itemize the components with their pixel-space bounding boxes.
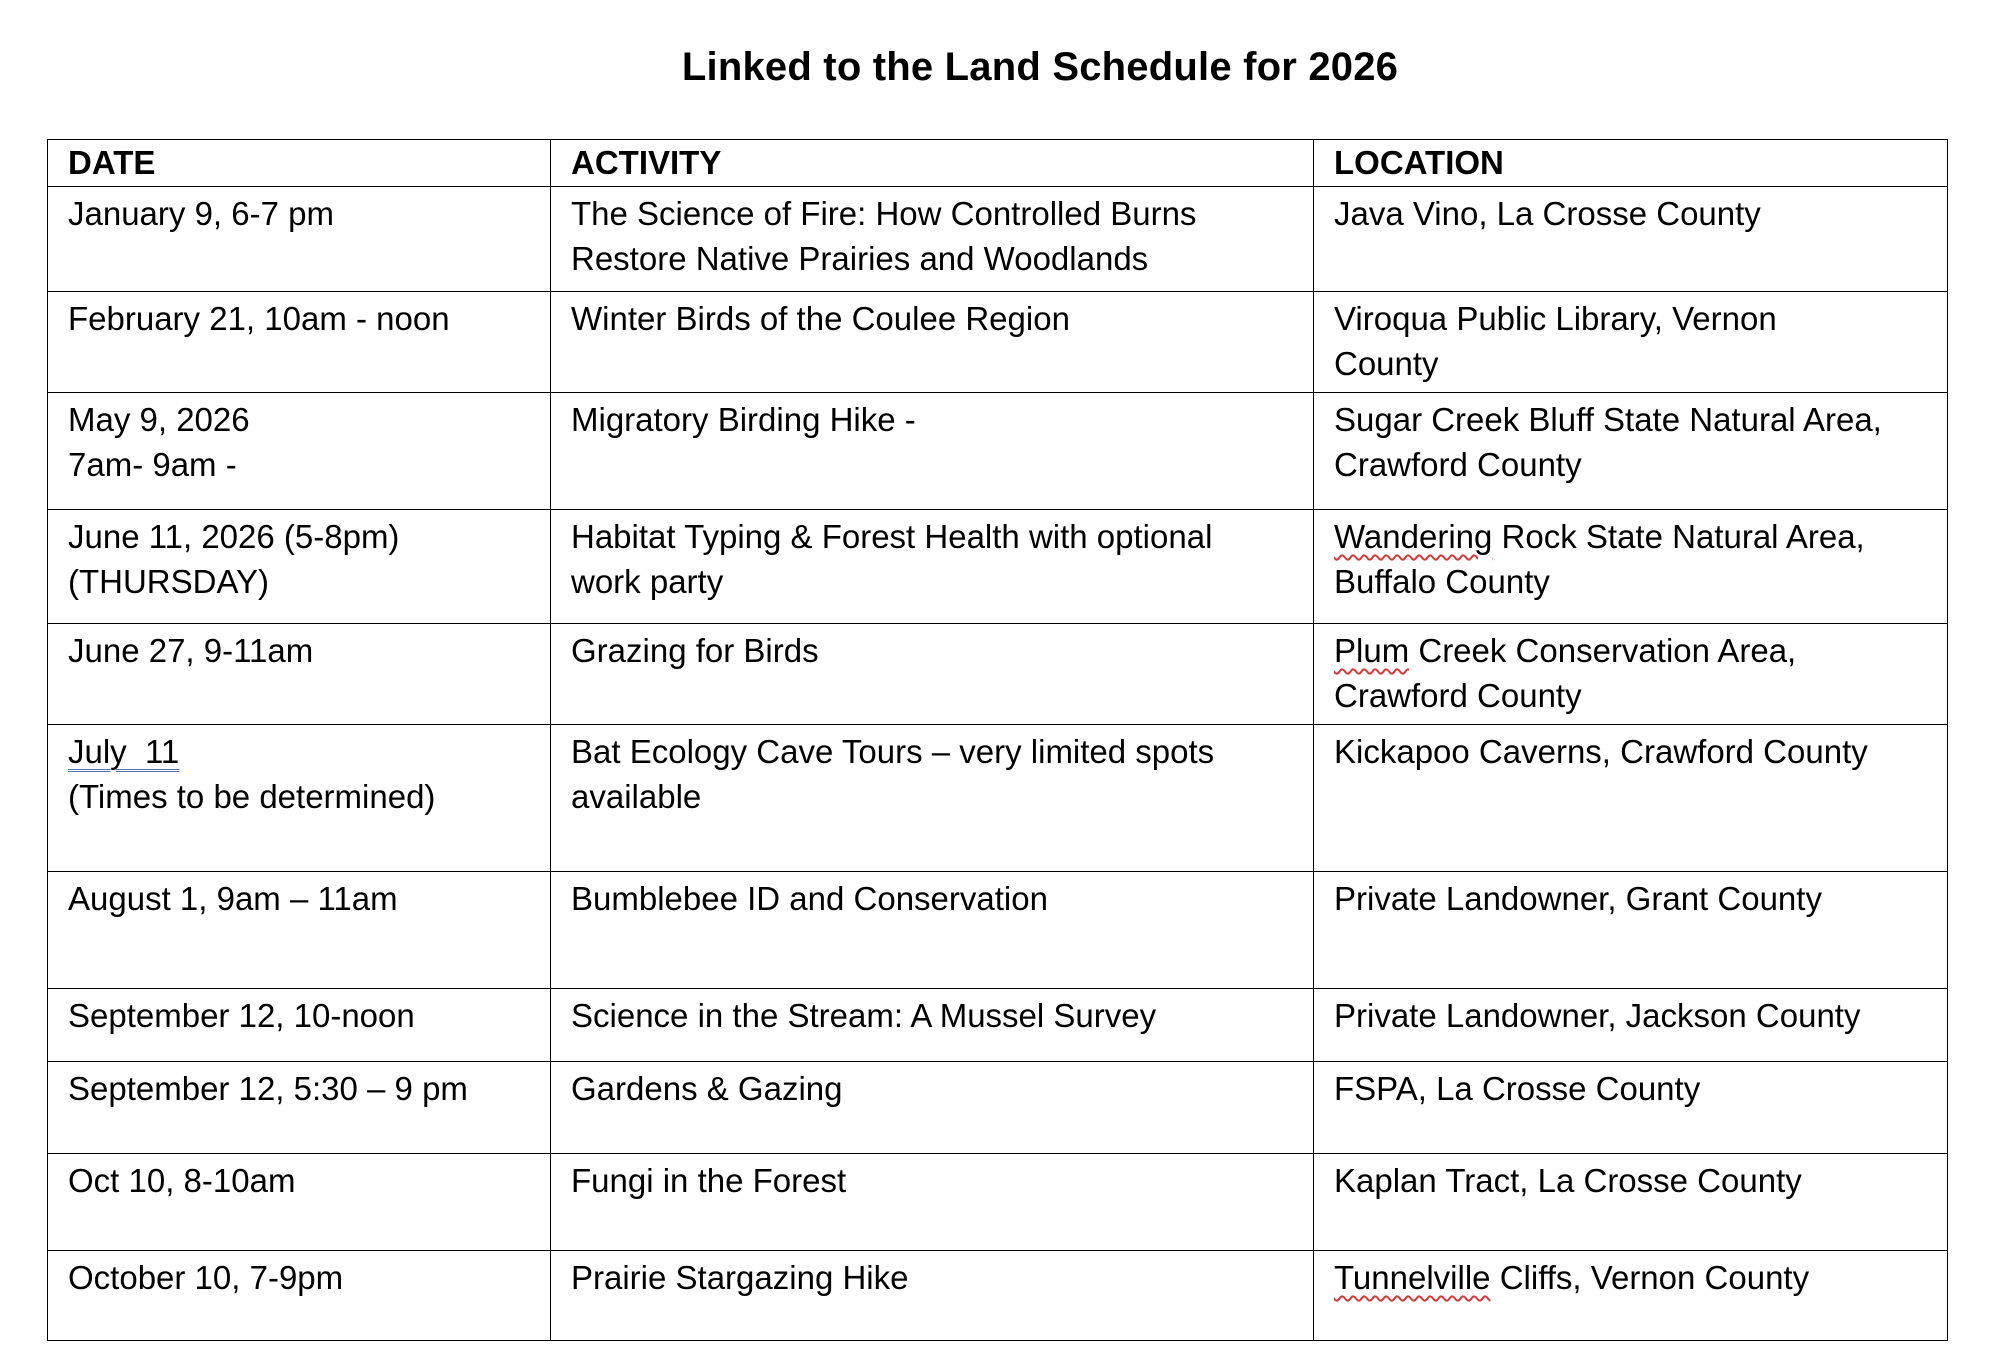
header-activity: ACTIVITY <box>551 140 1314 187</box>
cell-date <box>48 510 551 624</box>
date-text: September 12, 10-noon <box>68 997 415 1034</box>
activity-line: Bat Ecology Cave Tours – very limited spots <box>571 733 1215 770</box>
table-row <box>48 393 1948 510</box>
location-line <box>1334 628 1927 673</box>
cell-date <box>48 1251 551 1341</box>
location-line: Kaplan Tract, La Crosse County <box>1334 1162 1802 1199</box>
location-line: Viroqua Public Library, Vernon <box>1334 300 1777 337</box>
cell-date <box>48 989 551 1062</box>
location-line: Private Landowner, Jackson County <box>1334 997 1861 1034</box>
activity-line: Science in the Stream: A Mussel Survey <box>571 997 1157 1034</box>
cell-location <box>1314 1154 1948 1251</box>
cell-activity <box>551 510 1314 624</box>
date-line: 7am- 9am - <box>68 446 237 483</box>
cell-date <box>48 393 551 510</box>
activity-line: work party <box>571 563 724 600</box>
date-text: February 21, 10am - noon <box>68 300 450 337</box>
location-line: Buffalo County <box>1334 563 1550 600</box>
spellcheck-word[interactable]: Wandering <box>1334 518 1493 555</box>
cell-location <box>1314 725 1948 872</box>
location-line <box>1334 514 1927 559</box>
date-text: January 9, 6-7 pm <box>68 195 334 232</box>
date-text: June 27, 9-11am <box>68 632 314 669</box>
activity-line: The Science of Fire: How Controlled Burns <box>571 195 1197 232</box>
table-row <box>48 989 1948 1062</box>
cell-date <box>48 624 551 725</box>
cell-date <box>48 187 551 292</box>
cell-location <box>1314 624 1948 725</box>
table-row <box>48 510 1948 624</box>
activity-line: Fungi in the Forest <box>571 1162 847 1199</box>
table-row <box>48 872 1948 989</box>
activity-line: available <box>571 778 702 815</box>
location-line: Kickapoo Caverns, Crawford County <box>1334 733 1868 770</box>
cell-date <box>48 1154 551 1251</box>
table-row <box>48 1251 1948 1341</box>
date-text: September 12, 5:30 – 9 pm <box>68 1070 468 1107</box>
table-row <box>48 624 1948 725</box>
date-line: (THURSDAY) <box>68 563 270 600</box>
location-line: County <box>1334 345 1439 382</box>
cell-activity <box>551 1251 1314 1341</box>
date-text: Oct 10, 8-10am <box>68 1162 296 1199</box>
cell-date <box>48 1062 551 1154</box>
location-line: FSPA, La Crosse County <box>1334 1070 1701 1107</box>
cell-location <box>1314 510 1948 624</box>
cell-date <box>48 725 551 872</box>
cell-location <box>1314 292 1948 393</box>
activity-line: Grazing for Birds <box>571 632 819 669</box>
location-line: Private Landowner, Grant County <box>1334 880 1822 917</box>
cell-location <box>1314 1251 1948 1341</box>
spellcheck-word[interactable]: Tunnelville <box>1334 1259 1491 1296</box>
cell-activity <box>551 624 1314 725</box>
activity-line: Migratory Birding Hike - <box>571 401 916 438</box>
header-location: LOCATION <box>1314 140 1948 187</box>
activity-line: Habitat Typing & Forest Health with optional <box>571 518 1213 555</box>
cell-date <box>48 872 551 989</box>
cell-location <box>1314 989 1948 1062</box>
cell-activity <box>551 872 1314 989</box>
cell-activity <box>551 1062 1314 1154</box>
cell-activity <box>551 725 1314 872</box>
table-row <box>48 1062 1948 1154</box>
cell-activity <box>551 1154 1314 1251</box>
table-header-row <box>48 140 1948 187</box>
activity-line: Bumblebee ID and Conservation <box>571 880 1048 917</box>
location-line: Sugar Creek Bluff State Natural Area, <box>1334 401 1882 438</box>
cell-location <box>1314 393 1948 510</box>
header-date: DATE <box>48 140 551 187</box>
table-row <box>48 292 1948 393</box>
table-row <box>48 187 1948 292</box>
table-row <box>48 725 1948 872</box>
location-text: Creek Conservation Area, <box>1409 632 1797 669</box>
location-line: Crawford County <box>1334 677 1582 714</box>
cell-activity <box>551 989 1314 1062</box>
cell-location <box>1314 872 1948 989</box>
schedule-table <box>47 139 1948 1341</box>
location-line <box>1334 1255 1927 1300</box>
cell-date <box>48 292 551 393</box>
page-title: Linked to the Land Schedule for 2026 <box>681 45 1399 89</box>
location-text: Rock State Natural Area, <box>1492 518 1865 555</box>
grammar-flag-word[interactable]: July 11 <box>68 733 180 770</box>
cell-location <box>1314 1062 1948 1154</box>
date-line: (Times to be determined) <box>68 778 436 815</box>
activity-line: Prairie Stargazing Hike <box>571 1259 909 1296</box>
cell-activity <box>551 393 1314 510</box>
cell-location <box>1314 187 1948 292</box>
cell-activity <box>551 292 1314 393</box>
activity-line: Gardens & Gazing <box>571 1070 843 1107</box>
table-row <box>48 1154 1948 1251</box>
location-line: Crawford County <box>1334 446 1582 483</box>
date-line <box>68 729 530 774</box>
activity-line: Winter Birds of the Coulee Region <box>571 300 1070 337</box>
spellcheck-word[interactable]: Plum <box>1334 632 1410 669</box>
location-line: Java Vino, La Crosse County <box>1334 195 1761 232</box>
date-line: May 9, 2026 <box>68 401 250 438</box>
activity-line: Restore Native Prairies and Woodlands <box>571 240 1149 277</box>
location-text: Cliffs, Vernon County <box>1490 1259 1810 1296</box>
cell-activity <box>551 187 1314 292</box>
date-text: August 1, 9am – 11am <box>68 880 398 917</box>
date-text: October 10, 7-9pm <box>68 1259 344 1296</box>
date-line: June 11, 2026 (5-8pm) <box>68 518 400 555</box>
